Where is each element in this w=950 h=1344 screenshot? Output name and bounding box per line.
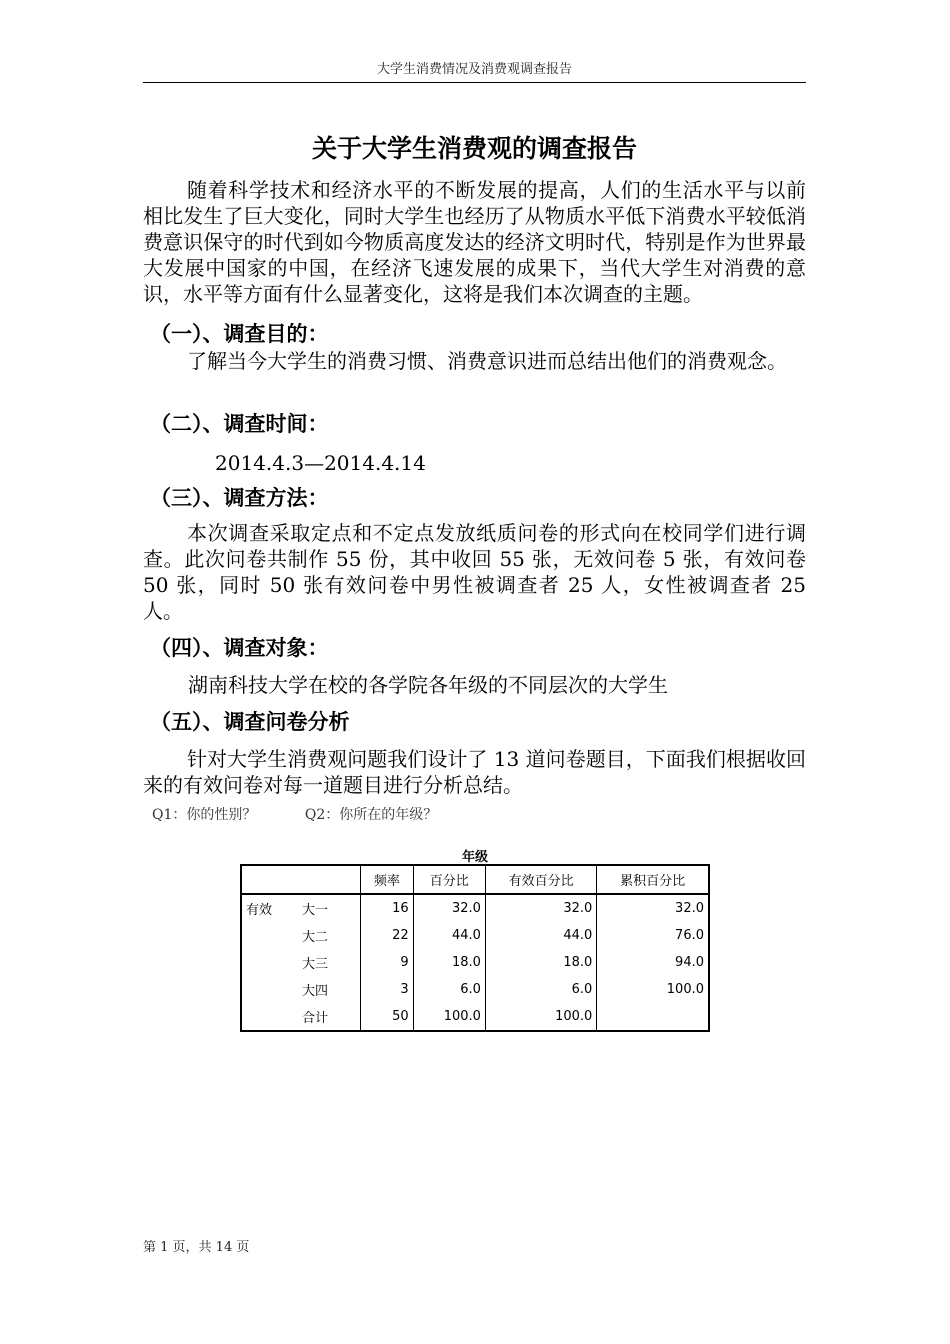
table-row <box>241 976 709 1003</box>
section-text-time: 2014.4.3—2014.4.14 <box>215 451 426 475</box>
row-label <box>241 1003 361 1031</box>
section-heading-method: （三）、调查方法： <box>150 486 329 510</box>
document-title: 关于大学生消费观的调查报告 <box>311 134 637 163</box>
cell-cum-pct: 32.0 <box>597 894 709 922</box>
grade-label: 大二 <box>302 930 329 945</box>
cell-pct: 44.0 <box>413 922 485 949</box>
page-header: 大学生消费情况及消费观调查报告 <box>143 62 806 83</box>
question-q1: Q1：你的性别？ <box>152 807 257 823</box>
grade-label: 合计 <box>302 1011 329 1026</box>
table-row <box>241 1003 709 1031</box>
page-footer: 第 1 页，共 14 页 <box>143 1240 250 1255</box>
cell-freq: 3 <box>361 976 414 1003</box>
table-row <box>241 894 709 922</box>
question-q2: Q2：你所在的年级？ <box>304 807 438 823</box>
cell-valid-pct: 100.0 <box>485 1003 596 1031</box>
table-title: 年级 <box>461 850 488 865</box>
section-text-method: 本次调查采取定点和不定点发放纸质问卷的形式向在校同学们进行调查。此次问卷共制作 55 份，其中收回 55 张，无效问卷 5 张，有效问卷 50 张，同时 50 张有效问卷中男性被调查者 25 人，女性被调查者 25 人。 <box>143 521 806 623</box>
question-line <box>152 804 481 824</box>
header-valid-pct: 有效百分比 <box>485 865 596 894</box>
table-row <box>241 949 709 976</box>
grade-label: 大四 <box>302 984 329 999</box>
cell-cum-pct: 100.0 <box>597 976 709 1003</box>
row-label <box>241 894 361 922</box>
cell-valid-pct: 6.0 <box>485 976 596 1003</box>
table-header-row <box>241 865 709 894</box>
header-freq: 频率 <box>361 865 414 894</box>
cell-freq: 16 <box>361 894 414 922</box>
cell-freq: 50 <box>361 1003 414 1031</box>
cell-pct: 100.0 <box>413 1003 485 1031</box>
table-row <box>241 922 709 949</box>
grade-frequency-table <box>240 864 710 1032</box>
row-label <box>241 976 361 1003</box>
cell-cum-pct: 76.0 <box>597 922 709 949</box>
section-text-analysis: 针对大学生消费观问题我们设计了 13 道问卷题目，下面我们根据收回来的有效问卷对每一道题目进行分析总结。 <box>143 747 806 797</box>
cell-cum-pct <box>597 1003 709 1031</box>
cell-valid-pct: 44.0 <box>485 922 596 949</box>
row-label <box>241 922 361 949</box>
cell-pct: 18.0 <box>413 949 485 976</box>
section-text-purpose: 了解当今大学生的消费习惯、消费意识进而总结出他们的消费观念。 <box>187 349 787 373</box>
section-heading-purpose: （一）、调查目的： <box>150 322 329 346</box>
section-heading-analysis: （五）、调查问卷分析 <box>150 710 350 734</box>
header-cum-pct: 累积百分比 <box>597 865 709 894</box>
header-pct: 百分比 <box>413 865 485 894</box>
cell-pct: 6.0 <box>413 976 485 1003</box>
row-label <box>241 949 361 976</box>
grade-label: 大一 <box>302 903 329 918</box>
cell-valid-pct: 18.0 <box>485 949 596 976</box>
cell-pct: 32.0 <box>413 894 485 922</box>
header-blank-cell <box>241 865 361 894</box>
cell-valid-pct: 32.0 <box>485 894 596 922</box>
intro-paragraph: 随着科学技术和经济水平的不断发展的提高，人们的生活水平与以前相比发生了巨大变化，同时大学生也经历了从物质水平低下消费水平较低消费意识保守的时代到如今物质高度发达的经济文明时代，特别是作为世界最大发展中国家的中国，在经济飞速发展的成果下，当代大学生对消费的意识，水平等方面有什么显著变化，这将是我们本次调查的主题。 <box>143 178 806 306</box>
group-label: 有效 <box>246 903 273 918</box>
section-heading-time: （二）、调查时间： <box>150 412 329 436</box>
grade-label: 大三 <box>302 957 329 972</box>
section-heading-subject: （四）、调查对象： <box>150 636 329 660</box>
cell-freq: 22 <box>361 922 414 949</box>
cell-cum-pct: 94.0 <box>597 949 709 976</box>
cell-freq: 9 <box>361 949 414 976</box>
section-text-subject: 湖南科技大学在校的各学院各年级的不同层次的大学生 <box>188 673 668 697</box>
